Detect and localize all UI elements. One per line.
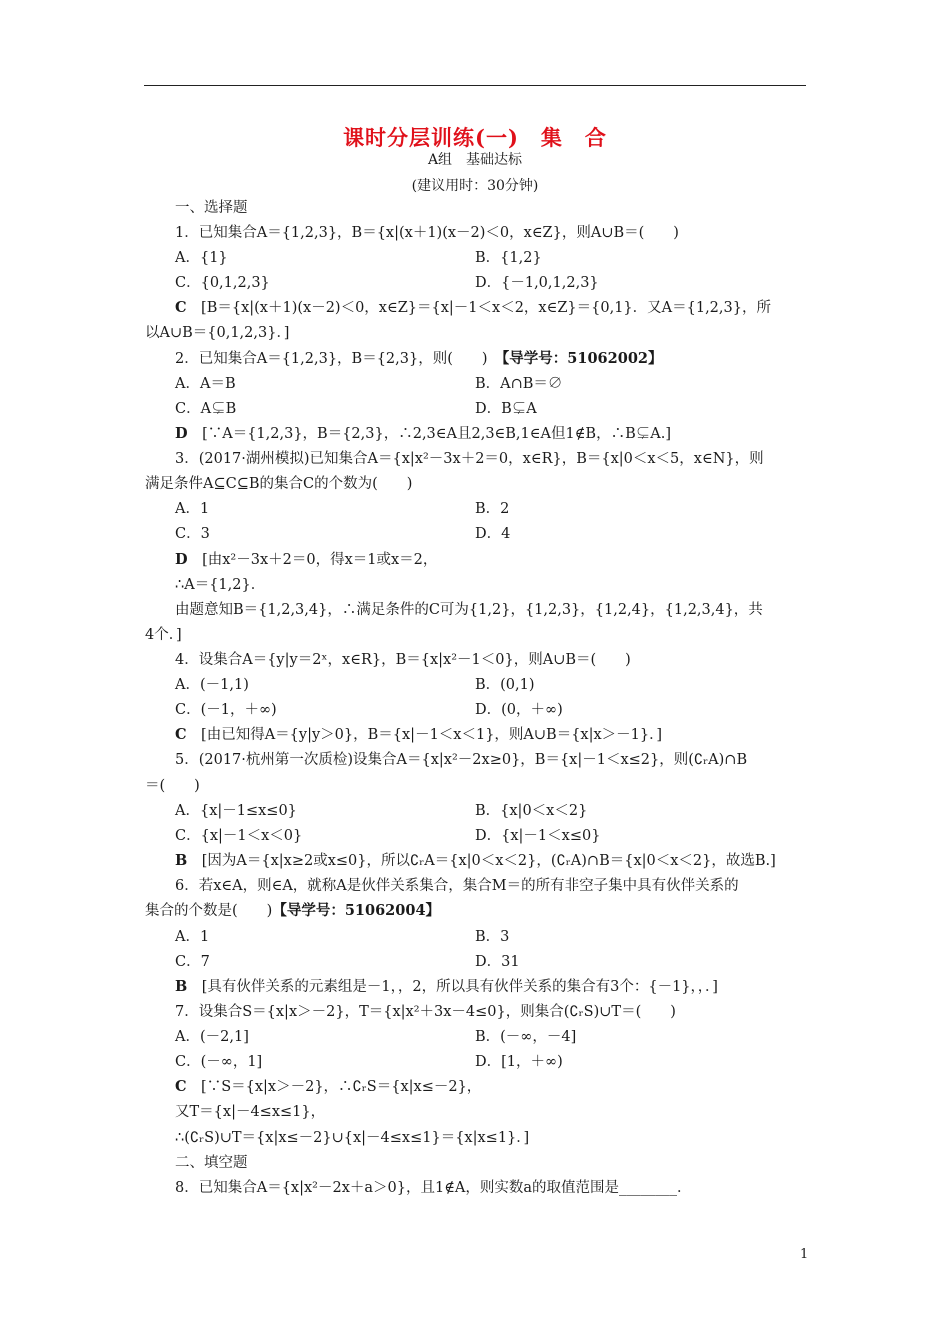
q7-answer-text: [∵S＝{x|x＞－2}，∴∁ᵣS＝{x|x≤－2}，: [201, 1079, 482, 1095]
q3-answer-line4: 4个．]: [145, 627, 182, 643]
q3-option-a: A．1: [175, 501, 210, 517]
q3-stem-cont: 满足条件A⊆C⊆B的集合C的个数为( ): [145, 476, 413, 492]
q1-option-d: D．{－1,0,1,2,3}: [475, 275, 599, 291]
q7-option-b: B．(－∞，－4]: [475, 1029, 577, 1045]
section-fill: 二、填空题: [175, 1155, 248, 1171]
q3-answer: [175, 550, 437, 570]
q4-stem: 4．设集合A＝{y|y＝2ˣ，x∈R}，B＝{x|x²－1＜0}，则A∪B＝( ): [175, 652, 631, 668]
q7-answer-line3: ∴(∁ᵣS)∪T＝{x|x≤－2}∪{x|－4≤x≤1}＝{x|x≤1}．]: [175, 1130, 530, 1146]
q3-answer-text: [由x²－3x＋2＝0，得x＝1或x＝2，: [202, 552, 438, 568]
page-number: 1: [800, 1247, 809, 1262]
q7-option-a: A．(－2,1]: [175, 1029, 249, 1045]
q7-option-c: C．(－∞，1]: [175, 1054, 263, 1070]
q4-answer-text: [由已知得A＝{y|y＞0}，B＝{x|－1＜x＜1}，则A∪B＝{x|x＞－1}．]: [201, 727, 663, 743]
time-note: (建议用时：30分钟): [411, 178, 539, 194]
q3-answer-letter: D: [175, 551, 188, 568]
q2-answer-letter: D: [175, 425, 188, 442]
q5-option-c: C．{x|－1＜x＜0}: [175, 828, 303, 844]
q3-answer-line3: 由题意知B＝{1,2,3,4}，∴满足条件的C可为{1,2}，{1,2,3}，{1,2,4}，{1,2,3,4}，共: [175, 602, 763, 618]
q5-option-a: A．{x|－1≤x≤0}: [175, 803, 297, 819]
q1-option-a: A．{1}: [175, 250, 228, 266]
q3-option-c: C．3: [175, 526, 210, 542]
q4-answer-letter: C: [175, 726, 187, 743]
q7-answer-letter: C: [175, 1078, 187, 1095]
q3-option-b: B．2: [475, 501, 510, 517]
q7-answer-line2: 又T＝{x|－4≤x≤1}，: [175, 1104, 326, 1120]
q3-option-d: D．4: [475, 526, 511, 542]
q6-option-b: B．3: [475, 929, 510, 945]
q6-stem-text: 集合的个数是( ): [145, 903, 273, 919]
q5-stem-cont: ＝( ): [145, 778, 200, 794]
q1-answer-letter: C: [175, 299, 187, 316]
q2-answer: [175, 424, 671, 444]
q1-answer-cont: 以A∪B＝{0,1,2,3}．]: [145, 325, 290, 341]
q5-option-b: B．{x|0＜x＜2}: [475, 803, 588, 819]
q1-option-b: B．{1,2}: [475, 250, 542, 266]
q2-option-a: A．A＝B: [175, 376, 236, 392]
group-label: A组 基础达标: [427, 152, 523, 168]
q5-answer-letter: B: [175, 852, 188, 869]
q3-answer-line2: ∴A＝{1,2}．: [175, 577, 266, 593]
q6-stem-cont: [145, 901, 440, 921]
q2-option-b: B．A∩B＝∅: [475, 376, 563, 392]
q4-option-b: B．(0,1): [475, 677, 535, 693]
q6-option-d: D．31: [475, 954, 520, 970]
header-rule: [144, 85, 806, 86]
q6-answer-letter: B: [175, 978, 188, 995]
q6-answer: [175, 977, 718, 997]
q7-answer: [175, 1077, 481, 1097]
q8-stem: 8．已知集合A＝{x|x²－2x＋a＞0}，且1∉A，则实数a的取值范围是________．: [175, 1180, 692, 1196]
q1-answer: [175, 298, 771, 318]
q2-tag: 【导学号：51062002】: [502, 350, 663, 367]
q3-stem: 3．(2017·湖州模拟)已知集合A＝{x|x²－3x＋2＝0，x∈R}，B＝{x|0＜x＜5，x∈N}，则: [175, 451, 764, 467]
q2-answer-text: [∵A＝{1,2,3}，B＝{2,3}，∴2,3∈A且2,3∈B,1∈A但1∉B，∴B⊊A.]: [202, 426, 671, 442]
q4-option-c: C．(－1，＋∞): [175, 702, 277, 718]
q2-stem: [175, 349, 663, 369]
section-choice: 一、选择题: [175, 200, 248, 216]
q1-stem: 1．已知集合A＝{1,2,3}，B＝{x|(x＋1)(x－2)＜0，x∈Z}，则A∪B＝( ): [175, 225, 679, 241]
q2-stem-text: 2．已知集合A＝{1,2,3}，B＝{2,3}，则( ): [175, 351, 488, 367]
q6-answer-text: [具有伙伴关系的元素组是－1，，2，所以具有伙伴关系的集合有3个：{－1}，，．]: [201, 979, 718, 995]
q6-stem: 6．若x∈A，则∈A，就称A是伙伴关系集合，集合M＝的所有非空子集中具有伙伴关系的: [175, 878, 739, 894]
q6-option-c: C．7: [175, 954, 210, 970]
q4-answer: [175, 725, 662, 745]
q5-stem: 5．(2017·杭州第一次质检)设集合A＝{x|x²－2x≥0}，B＝{x|－1＜x≤2}，则(∁ᵣA)∩B: [175, 752, 748, 768]
q4-option-a: A．(－1,1): [175, 677, 249, 693]
q7-stem: 7．设集合S＝{x|x＞－2}，T＝{x|x²＋3x－4≤0}，则集合(∁ᵣS)∪T＝( ): [175, 1004, 676, 1020]
q5-answer: [175, 851, 776, 871]
q2-option-c: C．A⊊B: [175, 401, 237, 417]
q7-option-d: D．[1，＋∞): [475, 1054, 563, 1070]
q1-option-c: C．{0,1,2,3}: [175, 275, 270, 291]
q6-option-a: A．1: [175, 929, 210, 945]
q6-tag: 【导学号：51062004】: [272, 902, 441, 919]
page-title: 课时分层训练(一) 集 合: [343, 125, 607, 150]
q2-option-d: D．B⊊A: [475, 401, 537, 417]
q5-answer-text: [因为A＝{x|x≥2或x≤0}，所以∁ᵣA＝{x|0＜x＜2}，(∁ᵣA)∩B＝{x|0＜x＜2}，故选B.]: [201, 853, 776, 869]
q5-option-d: D．{x|－1＜x≤0}: [475, 828, 601, 844]
q1-answer-text: [B＝{x|(x＋1)(x－2)＜0，x∈Z}＝{x|－1＜x＜2，x∈Z}＝{0,1}．又A＝{1,2,3}，所: [201, 300, 771, 316]
q4-option-d: D．(0，＋∞): [475, 702, 563, 718]
